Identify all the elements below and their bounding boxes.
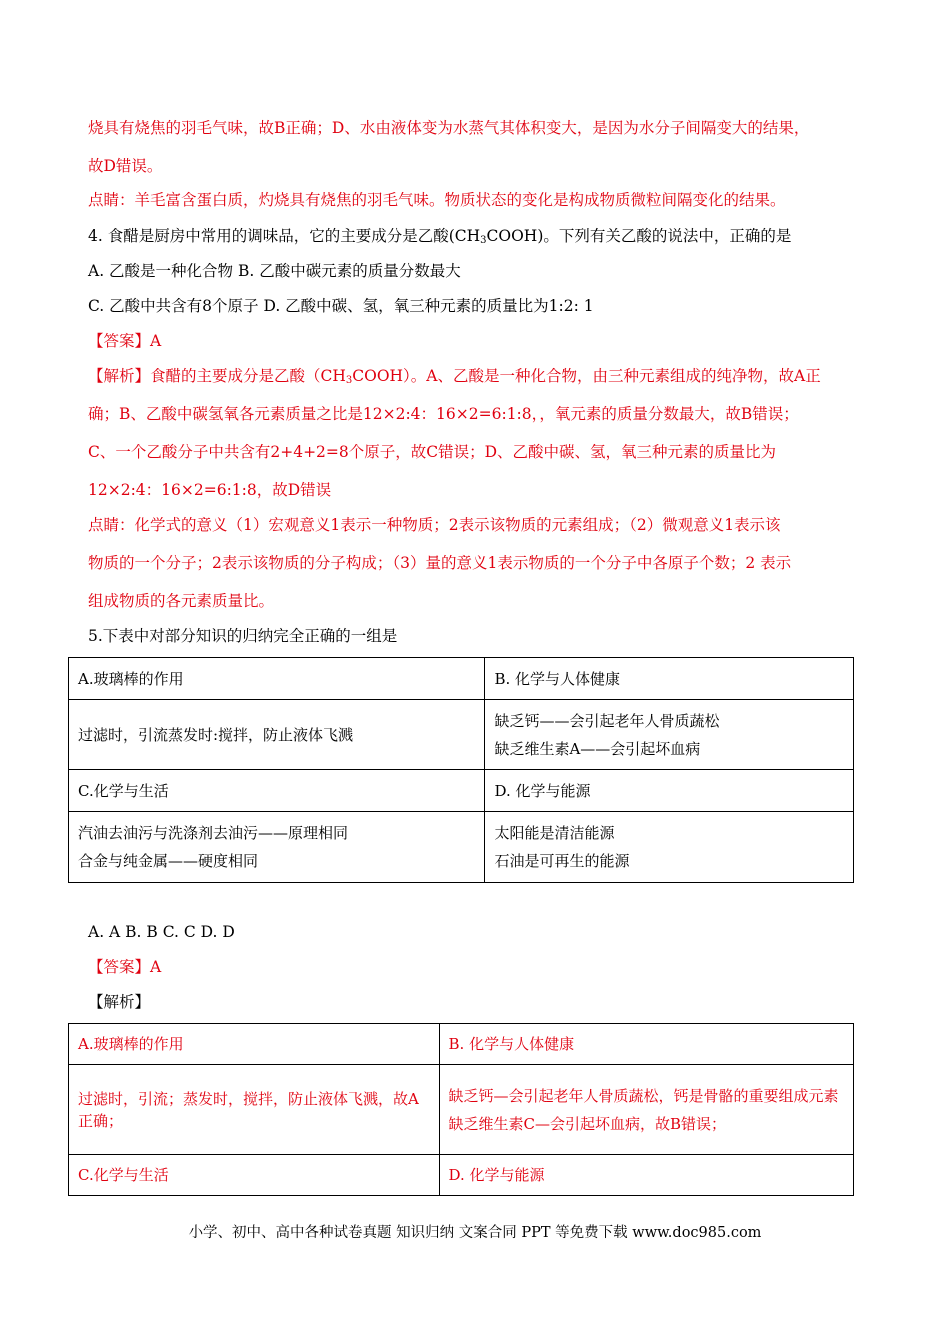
cell-line: 石油是可再生的能源 — [494, 852, 630, 870]
subscript: 3 — [345, 375, 353, 386]
tip-line: 点睛：化学式的意义（1）宏观意义1表示一种物质；2表示该物质的元素组成；（2）微观意义1表示该 — [88, 516, 781, 534]
table-cell: D. 化学与能源 — [485, 770, 854, 812]
cell-line: 缺乏钙—会引起老年人骨质蔬松，钙是骨骼的重要组成元素 — [448, 1086, 839, 1105]
cell-line: 太阳能是清洁能源 — [494, 824, 615, 842]
explanation-line: 确；B、乙酸中碳氢氧各元素质量之比是12×2:4：16×2=6:1:8，，氧元素的质量分数最大，故B错误； — [88, 405, 799, 423]
table-cell — [485, 812, 854, 883]
explanation-label: 【解析】 — [88, 993, 151, 1011]
tip-line: 物质的一个分子；2表示该物质的分子构成；（3）量的意义1表示物质的一个分子中各原子个数；2 表示 — [88, 554, 792, 572]
cell-line: 汽油去油污与洗涤剂去油污——原理相同 — [78, 824, 349, 842]
table-cell: 过滤时，引流；蒸发时，搅拌，防止液体飞溅，故A正确； — [69, 1065, 440, 1155]
page-footer: 小学、初中、高中各种试卷真题 知识归纳 文案合同 PPT 等免费下载 www.doc985.com — [188, 1225, 762, 1241]
cell-line: 缺乏维生素A——会引起坏血病 — [494, 739, 701, 758]
explanation-line — [88, 366, 821, 386]
question-options: A. 乙酸是一种化合物 B. 乙酸中碳元素的质量分数最大 — [88, 262, 461, 280]
cell-line: 合金与纯金属——硬度相同 — [78, 852, 259, 870]
knowledge-table — [68, 657, 854, 883]
question-text: COOH)。下列有关乙酸的说法中，正确的是 — [486, 227, 792, 245]
cell-line: 缺乏钙——会引起老年人骨质蔬松 — [494, 711, 720, 730]
table-cell: 过滤时，引流蒸发时:搅拌，防止液体飞溅 — [69, 700, 485, 770]
tip-line: 组成物质的各元素质量比。 — [88, 592, 275, 610]
question-5: 5.下表中对部分知识的归纳完全正确的一组是 — [88, 627, 398, 645]
question-options: A. A B. B C. C D. D — [88, 923, 235, 941]
question-options: C. 乙酸中共含有8个原子 D. 乙酸中碳、氢，氧三种元素的质量比为1:2: 1 — [88, 297, 594, 315]
question-text: 4. 食醋是厨房中常用的调味品，它的主要成分是乙酸(CH — [88, 227, 481, 245]
answer-label: 【答案】A — [88, 332, 162, 350]
subscript: 3 — [480, 235, 487, 246]
answer-label: 【答案】A — [88, 958, 162, 976]
explanation-text: COOH）。A、乙酸是一种化合物，由三种元素组成的纯净物，故A正 — [352, 367, 821, 385]
cell-line: 缺乏维生素C—会引起坏血病，故B错误； — [448, 1114, 727, 1133]
table-cell: A.玻璃棒的作用 — [69, 658, 485, 700]
table-cell: C.化学与生活 — [69, 770, 485, 812]
tip-line: 点睛：羊毛富含蛋白质，灼烧具有烧焦的羽毛气味。物质状态的变化是构成物质微粒间隔变化的结果。 — [88, 191, 786, 209]
table-cell: A.玻璃棒的作用 — [69, 1024, 440, 1065]
table-cell: D. 化学与能源 — [439, 1155, 853, 1196]
text-line: 故D错误。 — [88, 157, 163, 175]
text-line: 烧具有烧焦的羽毛气味，故B正确；D、水由液体变为水蒸气其体积变大，是因为水分子间隔变大的结果， — [88, 119, 810, 137]
table-cell — [485, 700, 854, 770]
explanation-table — [68, 1023, 854, 1196]
explanation-line: C、一个乙酸分子中共含有2+4+2=8个原子，故C错误；D、乙酸中碳、氢，氧三种元素的质量比为 — [88, 443, 777, 461]
table-cell: C.化学与生活 — [69, 1155, 440, 1196]
table-cell — [69, 812, 485, 883]
table-cell: B. 化学与人体健康 — [485, 658, 854, 700]
table-cell: B. 化学与人体健康 — [439, 1024, 853, 1065]
question-4 — [88, 226, 791, 246]
explanation-line: 12×2:4：16×2=6:1:8，故D错误 — [88, 481, 332, 499]
table-cell — [439, 1065, 853, 1155]
explanation-text: 【解析】食醋的主要成分是乙酸（CH — [88, 367, 346, 385]
